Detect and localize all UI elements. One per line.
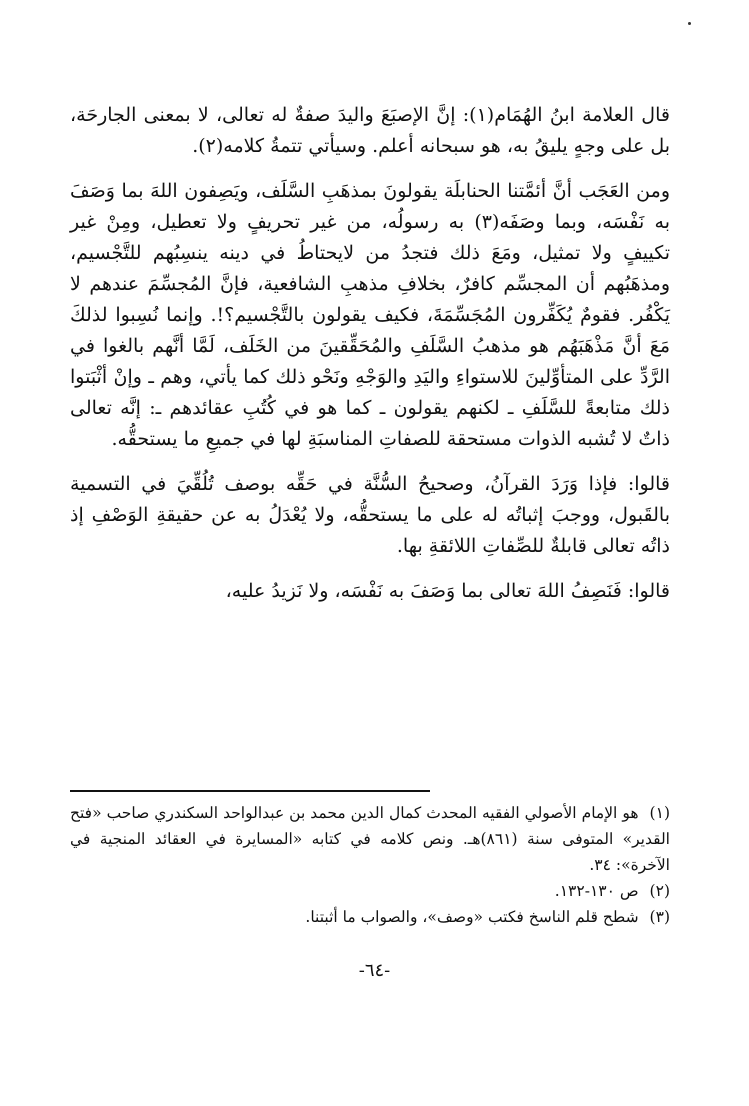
paragraph-3: قالوا: فإذا وَرَدَ القرآنُ، وصحيحُ السُّنَّة في حَقِّه بوصف تُلُقِّيَ في التسمية بالقَبول، ووجبَ إثباتُه له على ما يستحقُّه، ولا يُعْدَلُ به عن حقيقةِ الوَصْفِ إذ ذاتُه تعالى قابلةٌ للصِّفاتِ اللائقةِ بها. [70, 473, 670, 557]
footnote-divider [70, 790, 430, 792]
footnote-2 [70, 878, 670, 904]
footnote-3 [70, 904, 670, 930]
footnote-1 [70, 800, 670, 878]
footnotes [70, 800, 670, 930]
main-text [70, 100, 670, 621]
page-number: -٦٤- [358, 960, 391, 981]
paragraph-1: قال العلامة ابنُ الهُمَام(١): إنَّ الإصبَعَ واليدَ صفةٌ له تعالى، لا بمعنى الجارحَة، بل على وجهٍ يليقُ به، هو سبحانه أعلم. وسيأتي تتمةُ كلامه(٢). [70, 104, 670, 157]
footnote-number: (١) [649, 804, 670, 822]
footnote-text: هو الإمام الأصولي الفقيه المحدث كمال الدين محمد بن عبدالواحد السكندري صاحب «فتح القدير» المتوفى سنة (٨٦١)هـ. ونص كلامه في كتابه «المسايرة في العقائد المنجية في الآخرة»: ٣٤. [70, 804, 670, 874]
footnote-number: (٢) [649, 882, 670, 900]
paragraph-2: ومن العَجَب أنَّ أئمَّتنا الحنابلَة يقولونَ بمذهَبِ السَّلَف، ويَصِفون اللهَ بما وَصَفَ به نَفْسَه، وبما وصَفَه(٣) به رسولُه، من غير تحريفٍ ولا تعطيل، ومِنْ غير تكييفٍ ولا تمثيل، ومَعَ ذلك فتجدُ من لايحتاطُ في دينه ينسِبُهم للتَّجْسيم، ومذهَبُهم أن المجسِّم كافرٌ، بخلافِ مذهبِ الشافعية، فإنَّ المُجسِّمَ عندهم لا يَكْفُر. فقومٌ يُكَفِّرون المُجَسِّمَةَ، فكيف يقولون بالتَّجْسيم؟!. وإنما نُسِبوا لذلكَ مَعَ أنَّ مَذْهَبَهُم هو مذهبُ السَّلَفِ والمُحَقِّقينَ من الخَلَف، لَمَّا أنَّهم بالغوا في الرَّدِّ على المتأوِّلينَ للاستواءِ واليَدِ والوَجْهِ ونَحْو ذلك كما يأتي، وهم ـ وإنْ أثْبَتوا ذلك متابعةً للسَّلَفِ ـ لكنهم يقولون ـ كما هو في كُتُبِ عقائدهم ـ: إنَّه تعالى ذاتٌ لا تُشبه الذوات مستحقة للصفاتِ المناسبَةِ لها في جميعِ ما يستحقُّه. [70, 180, 670, 450]
corner-speck [688, 22, 691, 25]
footnote-text: شطح قلم الناسخ فكتب «وصف»، والصواب ما أثبتنا. [305, 908, 639, 926]
footnote-text: ص ١٣٠-١٣٢. [554, 882, 639, 900]
footnote-number: (٣) [649, 908, 670, 926]
paragraph-4: قالوا: فَنَصِفُ اللهَ تعالى بما وَصَفَ به نَفْسَه، ولا نَزيدُ عليه، [225, 580, 670, 602]
